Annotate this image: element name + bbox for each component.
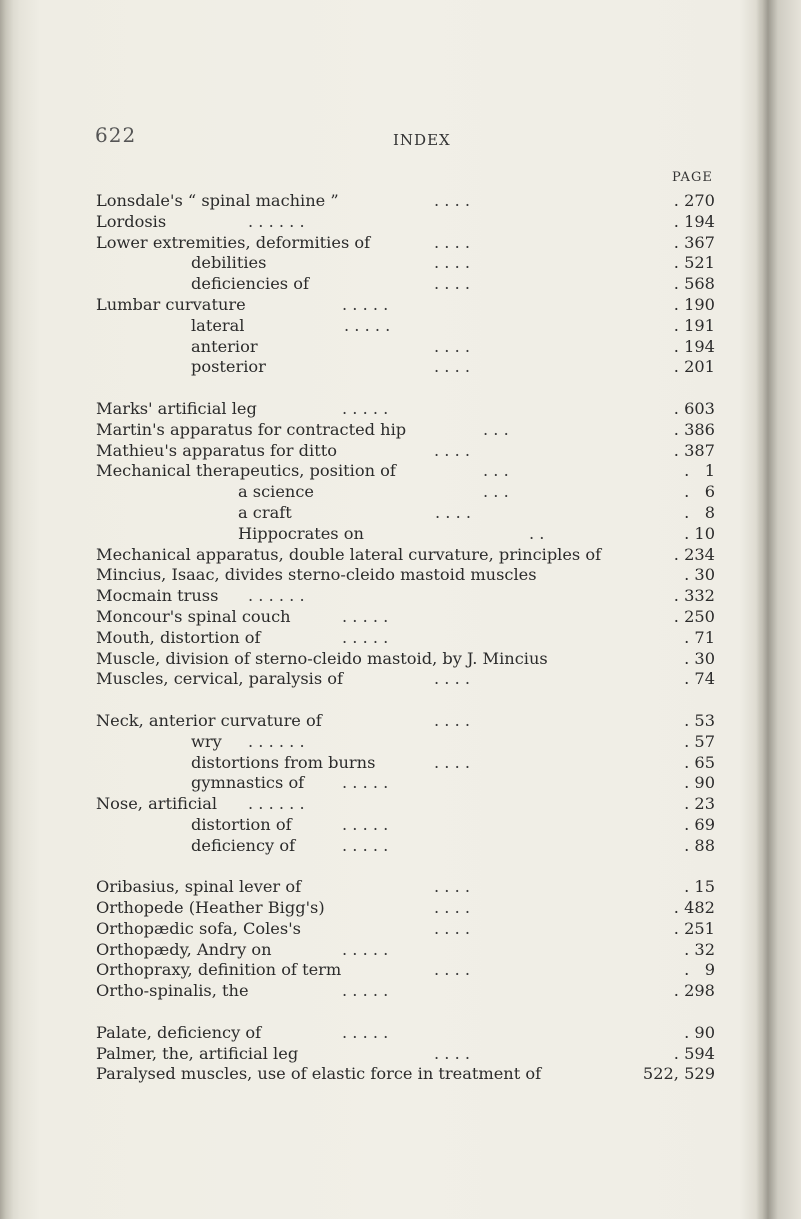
leader-dots: . . . .: [434, 336, 471, 356]
leader-dots: . . . .: [434, 669, 471, 689]
leader-dots: . . . .: [434, 440, 471, 460]
entry-page-number: . 1: [684, 461, 715, 481]
index-entry: [96, 524, 715, 545]
entry-page-number: . 6: [684, 482, 715, 502]
entry-page-number: 522, 529: [642, 1064, 715, 1084]
entry-text: Lumbar curvature: [96, 294, 246, 314]
entry-page-number: . 603: [673, 398, 715, 418]
index-entry: [96, 357, 715, 378]
index-entry: [96, 399, 715, 420]
index-entry: [96, 337, 715, 358]
index-entry: [96, 940, 715, 961]
leader-dots: . . . . . .: [248, 211, 305, 231]
leader-dots: . . . . .: [342, 814, 389, 834]
entry-page-number: . 69: [684, 814, 715, 834]
entry-text: Palmer, the, artificial leg: [96, 1043, 299, 1063]
entry-page-number: . 482: [673, 898, 715, 918]
entry-text: Oribasius, spinal lever of: [96, 877, 302, 897]
leader-dots: . . . . .: [342, 398, 389, 418]
index-entry: [96, 1064, 715, 1085]
leader-dots: . . . .: [434, 710, 471, 730]
entry-text: Muscles, cervical, paralysis of: [96, 669, 344, 689]
leader-dots: . . . . .: [342, 835, 389, 855]
entry-page-number: . 8: [684, 502, 715, 522]
page-edge-right: [756, 0, 801, 1219]
index-entry: [96, 253, 715, 274]
index-entry: [96, 565, 715, 586]
entry-text: distortions from burns: [191, 752, 376, 772]
entry-page-number: . 65: [684, 752, 715, 772]
entry-text: gymnastics of: [191, 773, 305, 793]
index-entry: [96, 503, 715, 524]
leader-dots: . . . .: [434, 274, 471, 294]
entry-page-number: . 194: [673, 336, 715, 356]
entry-text: Palate, deficiency of: [96, 1022, 262, 1042]
entry-text: distortion of: [191, 814, 292, 834]
entry-page-number: . 90: [684, 1022, 715, 1042]
entry-text: Lordosis: [96, 211, 167, 231]
entry-text: a craft: [238, 502, 292, 522]
index-entry: [96, 607, 715, 628]
index-entry: [96, 461, 715, 482]
leader-dots: . . . .: [435, 502, 472, 522]
page-column-label: PAGE: [672, 170, 713, 185]
entry-text: Marks' artificial leg: [96, 398, 257, 418]
leader-dots: . . . .: [434, 253, 471, 273]
leader-dots: . . .: [483, 419, 509, 439]
index-entry: [96, 274, 715, 295]
entry-text: Paralysed muscles, use of elastic force in treatment of: [96, 1064, 542, 1084]
entry-page-number: . 88: [684, 835, 715, 855]
index-entry: [96, 233, 715, 254]
entry-page-number: . 201: [673, 357, 715, 377]
entry-page-number: . 74: [684, 669, 715, 689]
section-gap: [96, 857, 715, 878]
entry-text: Ortho-spinalis, the: [96, 981, 249, 1001]
entry-text: Orthopædic sofa, Coles's: [96, 918, 301, 938]
entry-page-number: . 30: [684, 648, 715, 668]
section-gap: [96, 1002, 715, 1023]
entry-text: deficiency of: [191, 835, 296, 855]
entry-text: Mathieu's apparatus for ditto: [96, 440, 337, 460]
entry-page-number: . 71: [684, 627, 715, 647]
leader-dots: . . . .: [434, 877, 471, 897]
index-entry: [96, 191, 715, 212]
leader-dots: . . . .: [434, 232, 471, 252]
index-entry: [96, 898, 715, 919]
entry-text: Lonsdale's “ spinal machine ”: [96, 191, 339, 210]
entry-text: Martin's apparatus for contracted hip: [96, 419, 407, 439]
entry-text: lateral: [191, 315, 245, 335]
entry-page-number: . 387: [673, 440, 715, 460]
index-entry: [96, 482, 715, 503]
entry-page-number: . 90: [684, 773, 715, 793]
index-entry: [96, 794, 715, 815]
entry-text: Mocmain truss: [96, 586, 219, 606]
entry-text: Orthopede (Heather Bigg's): [96, 898, 325, 918]
entry-page-number: . 568: [673, 274, 715, 294]
entry-text: Hippocrates on: [238, 523, 364, 543]
entry-page-number: . 594: [673, 1043, 715, 1063]
leader-dots: . . . .: [434, 357, 471, 377]
entry-text: Mouth, distortion of: [96, 627, 261, 647]
index-entry: [96, 732, 715, 753]
entry-page-number: . 9: [684, 960, 715, 980]
index-entries: [96, 191, 715, 1085]
index-entry: [96, 441, 715, 462]
entry-text: a science: [238, 482, 314, 502]
entry-page-number: . 367: [673, 232, 715, 252]
index-entry: [96, 545, 715, 566]
entry-text: Muscle, division of sterno-cleido mastoid, by J. Mincius: [96, 648, 548, 668]
index-entry: [96, 669, 715, 690]
leader-dots: . .: [529, 523, 545, 543]
entry-page-number: . 190: [673, 294, 715, 314]
index-entry: [96, 586, 715, 607]
index-entry: [96, 1023, 715, 1044]
entry-page-number: . 270: [673, 191, 715, 210]
section-gap: [96, 378, 715, 399]
index-entry: [96, 649, 715, 670]
entry-text: Neck, anterior curvature of: [96, 710, 322, 730]
index-entry: [96, 420, 715, 441]
index-entry: [96, 773, 715, 794]
entry-page-number: . 32: [684, 939, 715, 959]
leader-dots: . . . . .: [342, 294, 389, 314]
leader-dots: . . . . .: [342, 627, 389, 647]
entry-text: anterior: [191, 336, 258, 356]
leader-dots: . . . . .: [342, 606, 389, 626]
entry-page-number: . 332: [673, 586, 715, 606]
leader-dots: . . . . .: [342, 773, 389, 793]
entry-text: Nose, artificial: [96, 794, 218, 814]
index-entry: [96, 919, 715, 940]
entry-page-number: . 251: [673, 918, 715, 938]
leader-dots: . . . . .: [342, 1022, 389, 1042]
entry-text: Mincius, Isaac, divides sterno-cleido mastoid muscles: [96, 565, 537, 585]
entry-text: debilities: [191, 253, 267, 273]
index-entry: [96, 960, 715, 981]
entry-text: wry: [191, 731, 222, 751]
entry-text: Orthopraxy, definition of term: [96, 960, 342, 980]
index-entry: [96, 1044, 715, 1065]
entry-page-number: . 53: [684, 710, 715, 730]
leader-dots: . . . .: [434, 191, 471, 210]
entry-text: deficiencies of: [191, 274, 309, 294]
leader-dots: . . . .: [434, 960, 471, 980]
leader-dots: . . . .: [434, 752, 471, 772]
entry-text: Mechanical therapeutics, position of: [96, 461, 396, 481]
entry-text: Mechanical apparatus, double lateral curvature, principles of: [96, 544, 602, 564]
entry-page-number: . 386: [673, 419, 715, 439]
page-gutter-left: [0, 0, 20, 1219]
leader-dots: . . .: [483, 482, 509, 502]
index-entry: [96, 295, 715, 316]
leader-dots: . . .: [483, 461, 509, 481]
leader-dots: . . . .: [434, 1043, 471, 1063]
entry-page-number: . 30: [684, 565, 715, 585]
entry-page-number: . 521: [673, 253, 715, 273]
index-entry: [96, 711, 715, 732]
entry-page-number: . 23: [684, 794, 715, 814]
leader-dots: . . . . . .: [248, 794, 305, 814]
entry-page-number: . 191: [673, 315, 715, 335]
entry-page-number: . 194: [673, 211, 715, 231]
page-number: 622: [95, 123, 137, 147]
entry-page-number: . 15: [684, 877, 715, 897]
leader-dots: . . . . .: [344, 315, 391, 335]
leader-dots: . . . .: [434, 898, 471, 918]
index-entry: [96, 981, 715, 1002]
entry-text: Lower extremities, deformities of: [96, 232, 371, 252]
entry-text: Orthopædy, Andry on: [96, 939, 272, 959]
entry-page-number: . 298: [673, 981, 715, 1001]
index-entry: [96, 815, 715, 836]
entry-page-number: . 57: [684, 731, 715, 751]
index-entry: [96, 877, 715, 898]
leader-dots: . . . . .: [342, 981, 389, 1001]
leader-dots: . . . . . .: [248, 586, 305, 606]
index-entry: [96, 753, 715, 774]
leader-dots: . . . .: [434, 918, 471, 938]
index-entry: [96, 316, 715, 337]
entry-page-number: . 10: [684, 523, 715, 543]
index-entry: [96, 836, 715, 857]
entry-page-number: . 250: [673, 606, 715, 626]
section-gap: [96, 690, 715, 711]
entry-text: posterior: [191, 357, 266, 377]
index-entry: [96, 212, 715, 233]
index-entry: [96, 628, 715, 649]
running-head: INDEX: [393, 131, 451, 149]
leader-dots: . . . . .: [342, 939, 389, 959]
leader-dots: . . . . . .: [248, 731, 305, 751]
entry-text: Moncour's spinal couch: [96, 606, 291, 626]
entry-page-number: . 234: [673, 544, 715, 564]
